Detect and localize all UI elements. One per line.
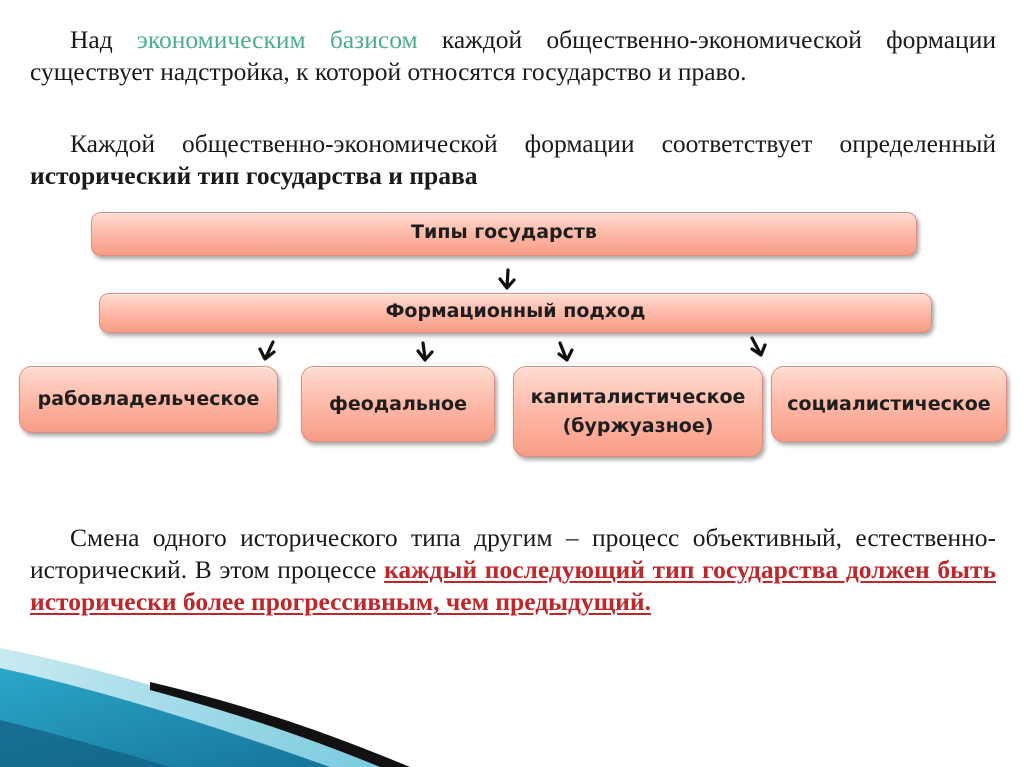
historical-type-bold: исторический тип государства и права <box>30 161 478 190</box>
arrow-down-icon <box>752 338 765 355</box>
progressive-emphasis: каждый последующий тип государства должен быть исторически более прогрессивным, чем предыдущий. <box>30 555 996 616</box>
paragraph1-rest: каждой общественно-экономической формации существует надстройка, к которой относятся государство и право. <box>30 25 996 86</box>
arrow-down-icon <box>418 343 432 360</box>
type-box-capitalist: капиталистическое (буржуазное) <box>513 366 763 457</box>
paragraph-historical-type <box>30 128 996 192</box>
paragraph3-lead: Смена одного исторического типа другим – процесс объективный, естественно-исторический. В этом процессе <box>30 523 996 584</box>
type-box-socialist: социалистическое <box>771 366 1007 442</box>
economic-basis-highlight: экономическим базисом <box>136 25 418 54</box>
arrow-down-icon <box>559 343 572 360</box>
type-box-slave: рабовладельческое <box>19 366 278 433</box>
paragraph-base-superstructure <box>30 24 996 88</box>
arrow-down-icon <box>500 270 514 288</box>
paragraph2-lead: Каждой общественно-экономической формации соответствует определенный <box>70 129 996 158</box>
type-box-feudal: феодальное <box>301 366 495 442</box>
formational-approach-box: Формационный подход <box>99 293 932 333</box>
state-types-box: Типы государств <box>91 212 917 256</box>
paragraph-progressive-change <box>30 522 996 618</box>
paragraph1-lead: Над <box>70 25 137 54</box>
arrow-down-icon <box>260 342 274 359</box>
